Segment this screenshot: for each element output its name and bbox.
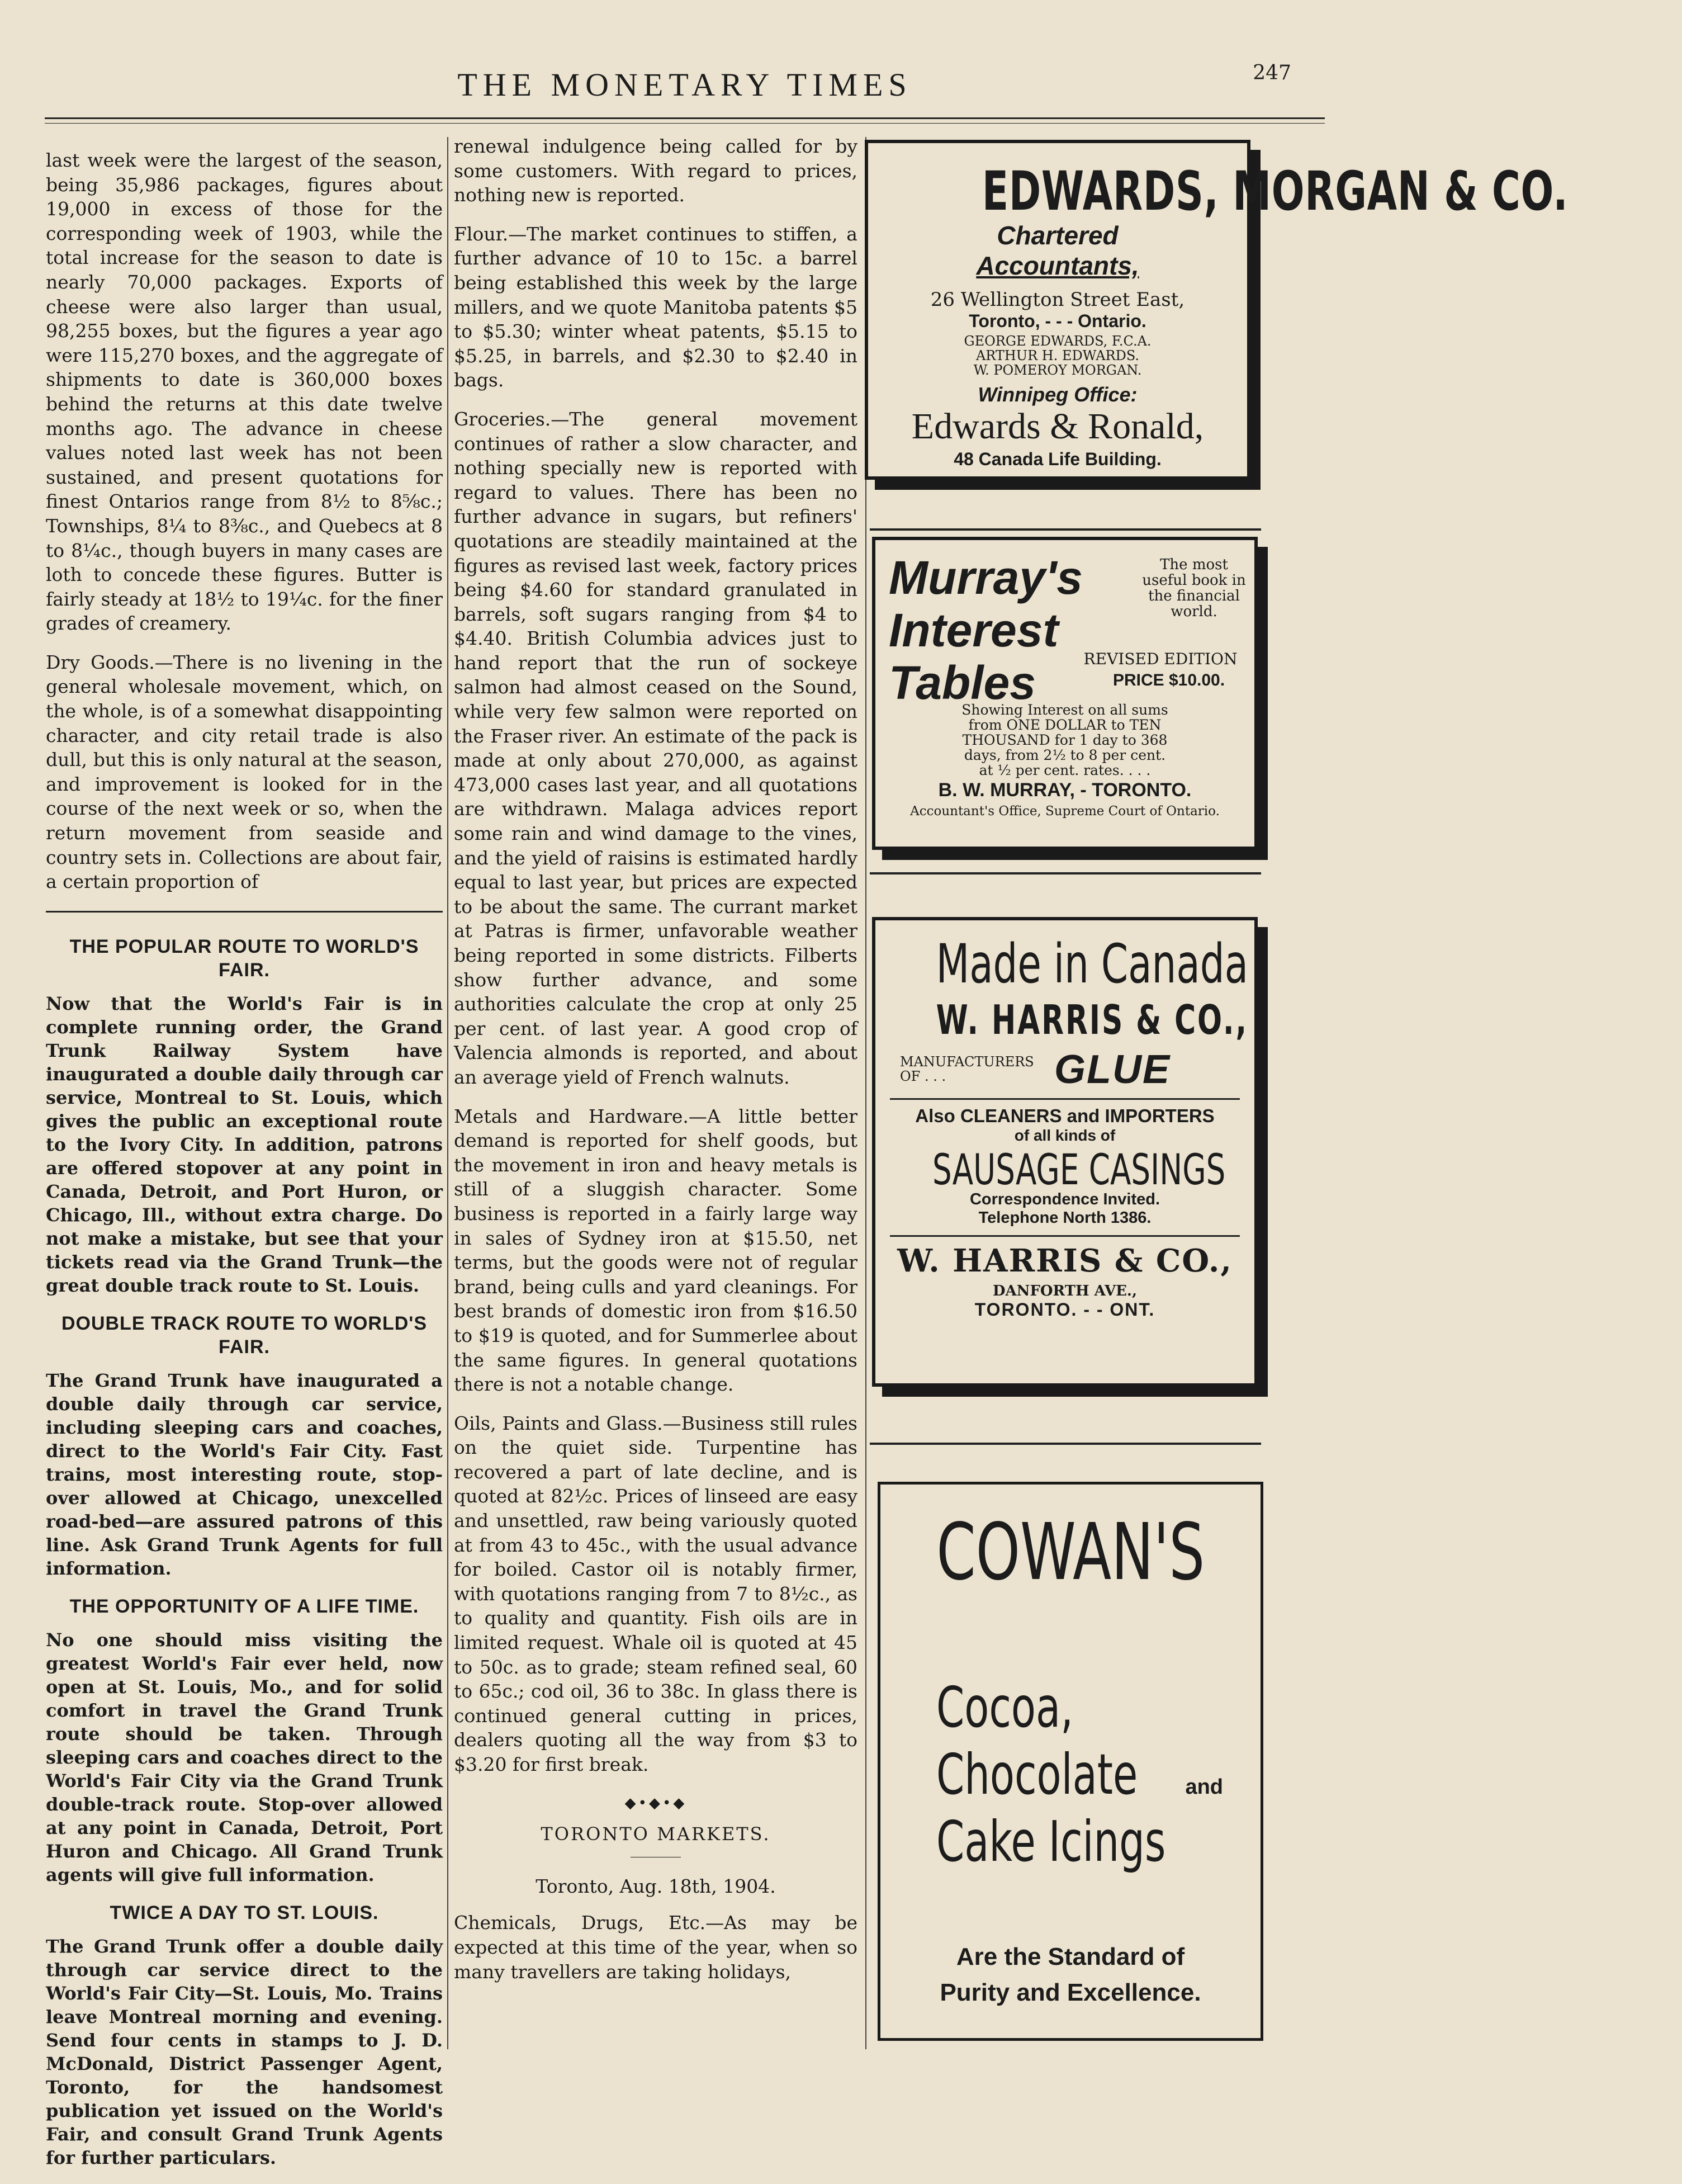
description-line: at ½ per cent. rates. . . . [979, 762, 1151, 778]
ad-divider [870, 528, 1261, 531]
ad-rule [890, 1235, 1240, 1237]
dateline: Toronto, Aug. 18th, 1904. [536, 1875, 776, 1897]
address: 26 Wellington Street East, [930, 289, 1185, 311]
city: TORONTO. - - ONT. [974, 1299, 1155, 1320]
ad-divider [870, 872, 1261, 874]
article-paragraph: renewal indulgence being called for by some customers. With regard to prices, nothing new is reported. [454, 135, 857, 206]
ad-line: Also CLEANERS and IMPORTERS [915, 1105, 1215, 1126]
street: DANFORTH AVE., [992, 1283, 1138, 1299]
publisher: B. W. MURRAY, - TORONTO. [938, 779, 1192, 801]
ad-murray-tables [872, 537, 1258, 850]
ad-edwards-morgan [865, 140, 1569, 480]
publisher-office: Accountant's Office, Supreme Court of Ontario. [910, 804, 1220, 819]
ad-heading: TWICE A DAY TO ST. LOUIS. [110, 1902, 379, 1923]
tagline: Are the Standard of [956, 1943, 1185, 1970]
description-line: Showing Interest on all sums [961, 702, 1168, 718]
column-divider [447, 137, 448, 2049]
price: PRICE $10.00. [1112, 671, 1225, 689]
masthead [45, 62, 1325, 133]
ad-harris-glue [872, 917, 1258, 1387]
firm-name: W. HARRIS & CO., [897, 1242, 1233, 1279]
article-paragraph: Oils, Paints and Glass.—Business still rules on the quiet side. Turpentine has recovered a part of late decline, and is quoted at 82½c. Prices of linseed are easy and unsettled, raw being variously quoted at from 43 to 45c., with the usual advance for boiled. Castor oil is notably firmer, with quotations ranging from 7 to 8½c., as to quality and quantity. Fish oils are in limited request. Whale oil is quoted at 45 to 50c. as to grade; steam refined seal, 60 to 65c.; cod oil, 36 to 38c. In glass there is continued general cutting in prices, dealers quoting all the way from $3 to $3.20 for first break. [454, 1412, 857, 1775]
product: Cocoa, [936, 1675, 1073, 1740]
tagline: Purity and Excellence. [940, 1979, 1201, 2006]
article-paragraph: last week were the largest of the season, being 35,986 packages, figures about 19,000 in excess of those for the corresponding week of 1903, while the total increase for the season to date is nearly 70,000 packages. Exports of cheese were also larger than usual, 98,255 boxes, but the figures a year ago were 115,270 boxes, and the aggregate of shipments to date is 360,000 boxes behind the returns at this date twelve months ago. The advance in cheese values noted last week has not been sustained, and present quotations for finest Ontarios range from 8½ to 8⅝c.; Townships, 8¼ to 8⅜c., and Quebecs at 8 to 8¼c., though buyers in many cases are loth to concede these figures. Butter is fairly steady at 18½ to 19¼c. for the finer grades of creamery. [46, 149, 443, 635]
ad-rule [890, 1098, 1240, 1100]
partner: GEORGE EDWARDS, F.C.A. [964, 333, 1152, 349]
partner: ARTHUR H. EDWARDS. [975, 348, 1140, 363]
publication-title: THE MONETARY TIMES [457, 67, 912, 103]
article-paragraph: Chemicals, Drugs, Etc.—As may be expected at this time of the year, when so many travellers are taking holidays, [454, 1912, 857, 1983]
description-line: THOUSAND for 1 day to 368 [962, 732, 1168, 748]
article-paragraph: Dry Goods.—There is no livening in the general wholesale movement, which, on the whole, is of a somewhat disappointing character, and city retail trade is also dull, but this is only natural at the season, and improvement is looked for in the course of the next week or so, when the return movement from seaside and country sets in. Collections are about fair, a certain proportion of [46, 651, 443, 893]
product: Cake Icings [936, 1809, 1166, 1874]
ad-divider [870, 1443, 1261, 1445]
article-paragraph: Metals and Hardware.—A little better demand is reported for shelf goods, but the movement in iron and heavy metals is still of a sluggish character. Some business is reported in a fairly large way in sales of Sydney iron at $15.50, net terms, but the goods were not of regular brand, being culls and yard cleanings. For best brands of domestic iron from $16.50 to $19 is quoted, and for Summerlee about the same figures. In general quotations there is not a notable change. [454, 1105, 857, 1396]
ad-heading: THE POPULAR ROUTE TO WORLD'S FAIR. [69, 935, 419, 981]
ad-line: of all kinds of [1014, 1127, 1116, 1144]
ad-heading: THE OPPORTUNITY OF A LIFE TIME. [69, 1595, 419, 1617]
partner: W. POMEROY MORGAN. [973, 362, 1142, 378]
product-glue: GLUE [1054, 1047, 1171, 1092]
ad-line: Chartered [997, 221, 1119, 250]
ad-body: The Grand Trunk have inaugurated a double daily through car service, including sleeping cars and coaches, direct to the World's Fair City. Fast trains, most interesting route, stop-over allowed at Chicago, unexcelled road-bed—are assured patrons of this line. Ask Grand Trunk Agents for full information. [46, 1369, 443, 1579]
book-title: Tables [889, 656, 1036, 709]
branch-firm: Edwards & Ronald, [911, 406, 1204, 447]
slogan: Made in Canada [936, 933, 1248, 995]
article-paragraph: Flour.—The market continues to stiffen, a further advance of 10 to 15c. a barrel being established this week by the large millers, and we quote Manitoba patents $5 to $5.30; winter wheat patents, $5.15 to $5.25, in barrels, and $2.30 to $2.40 in bags. [454, 223, 857, 391]
product: Chocolate [936, 1742, 1138, 1807]
book-title: Murray's [889, 551, 1083, 604]
product-casings: SAUSAGE CASINGS [932, 1145, 1226, 1194]
column-2 [454, 134, 857, 1998]
page-number: 247 [1253, 62, 1291, 84]
column-1 [46, 148, 443, 2184]
section-heading: TORONTO MARKETS. [541, 1823, 771, 1845]
ornament: ◆•◆•◆ [624, 1794, 687, 1812]
telephone: Telephone North 1386. [978, 1209, 1152, 1227]
description-line: days, from 2½ to 8 per cent. [964, 747, 1166, 763]
book-title: Interest [889, 604, 1059, 656]
ad-line: Accountants, [976, 251, 1139, 280]
section-rule [46, 911, 443, 913]
firm-name: W. HARRIS & CO., [936, 996, 1248, 1043]
branch-office: Winnipeg Office: [978, 383, 1138, 406]
conjunction: and [1185, 1775, 1223, 1799]
ad-body: The Grand Trunk offer a double daily through car service direct to the World's Fair City—St. Louis, Mo. Trains leave Montreal morning and evening. Send four cents in stamps to J. D. McDonald, District Passenger Agent, Toronto, for the handsomest publication yet issued on the World's Fair, and consult Grand Trunk Agents for further particulars. [46, 1935, 443, 2168]
ad-heading: DOUBLE TRACK ROUTE TO WORLD'S FAIR. [61, 1312, 428, 1358]
manufacturers-label: MANUFACTURERS OF . . . [900, 1054, 1034, 1084]
city: Toronto, - - - Ontario. [969, 311, 1146, 331]
masthead-rule [45, 117, 1325, 119]
firm-name: EDWARDS, MORGAN & CO. [982, 160, 1569, 223]
ad-cowans [878, 1482, 1263, 2041]
ad-body: Now that the World's Fair is in complete running order, the Grand Trunk Railway System have inaugurated a double daily through car service, Montreal to St. Louis, which gives the public an exceptional route to the Ivory City. In addition, patrons are offered stopover at any point in Canada, Detroit, and Port Huron, or Chicago, Ill., without extra charge. Do not make a mistake, but see that your tickets read via the Grand Trunk—the great double track route to St. Louis. [46, 992, 443, 1296]
book-blurb: The most useful book in the financial world. [1142, 556, 1246, 620]
masthead-rule-thin [45, 123, 1325, 124]
branch-address: 48 Canada Life Building. [954, 449, 1162, 469]
description-line: from ONE DOLLAR to TEN [968, 717, 1162, 733]
ad-body: No one should miss visiting the greatest World's Fair ever held, now open at St. Louis, Mo., and for solid comfort in travel the Grand Trunk route should be taken. Through sleeping cars and coaches direct to the World's Fair City via the Grand Trunk double-track route. Stop-over allowed at any point in Canada, Detroit, Port Huron and Chicago. All Grand Trunk agents will give full information. [46, 1629, 443, 1885]
edition: REVISED EDITION [1083, 650, 1238, 668]
ad-line: Correspondence Invited. [969, 1190, 1160, 1208]
article-paragraph: Groceries.—The general movement continues of rather a slow character, and nothing specially new is reported with regard to values. There has been no further advance in sugars, but refiners' quotations are steadily maintained at the figures as revised last week, factory prices being $4.60 for standard granulated in barrels, soft sugars ranging from $4 to $4.40. British Columbia advices just to hand report that the run of sockeye salmon had almost ceased on the Sound, while very few salmon were reported on the Fraser river. An estimate of the pack is made at only about 270,000, as against 473,000 cases last year, and all quotations are withdrawn. Malaga advices report some rain and wind damage to the vines, and the yield of raisins is estimated hardly equal to last year, but prices are expected to be about the same. The currant market at Patras is firmer, unfavorable weather being reported in some districts. Filberts show further advance, and some authorities calculate the crop at only 25 per cent. of last year. A good crop of Valencia almonds is reported, and about an average yield of French walnuts. [454, 408, 857, 1088]
brand-name: COWAN'S [936, 1507, 1205, 1598]
